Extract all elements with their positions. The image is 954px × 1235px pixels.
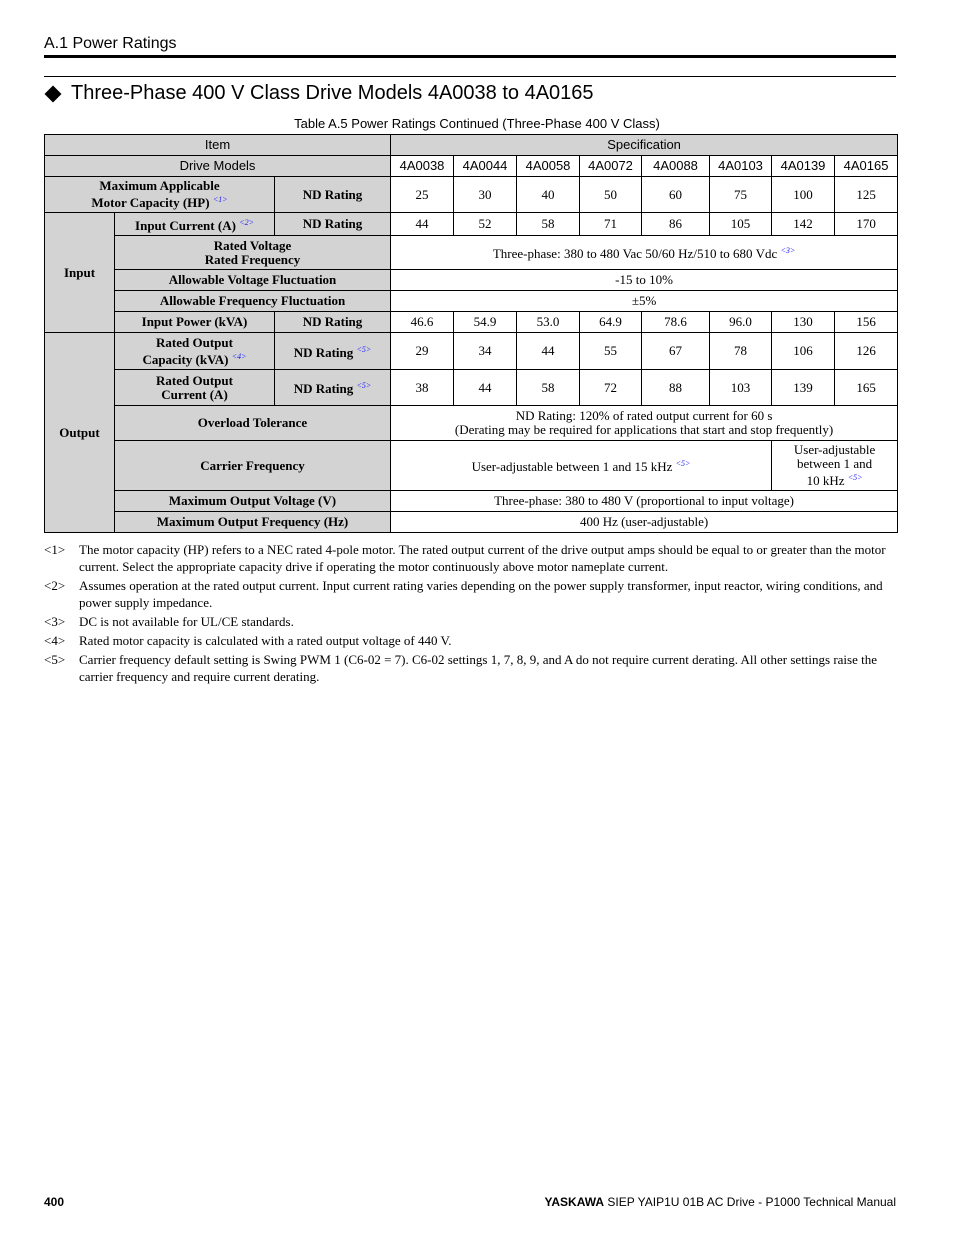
footnote-text: The motor capacity (HP) refers to a NEC rated 4-pole motor. The rated output current of the drive output amps should be equal to or greater than the motor current. Select the appropriate capacity drive if operating the motor continuously above motor nameplate current.: [79, 542, 886, 574]
value-cell: 44: [517, 333, 580, 370]
value-cell: 96.0: [710, 312, 772, 333]
value-cell: 53.0: [517, 312, 580, 333]
footnote-ref-5[interactable]: <5>: [356, 344, 372, 354]
max-output-voltage-value: Three-phase: 380 to 480 V (proportional to input voltage): [391, 491, 898, 512]
value-cell: 170: [835, 213, 898, 236]
footnote-ref-5[interactable]: <5>: [675, 459, 691, 468]
value-cell: 40: [517, 177, 580, 213]
table-row: [45, 270, 898, 291]
table-row: [45, 441, 898, 491]
model-cell: 4A0165: [835, 156, 898, 177]
table-row: [45, 370, 898, 406]
footer-manual-title: [544, 1195, 896, 1209]
frequency-fluctuation-value: ±5%: [391, 291, 898, 312]
footnote-tag: <4>: [44, 633, 66, 648]
value-cell: 52: [454, 213, 517, 236]
nd-rating-label: ND Rating: [275, 177, 391, 213]
max-output-frequency-value: 400 Hz (user-adjustable): [391, 512, 898, 533]
value-cell: 142: [772, 213, 835, 236]
value-cell: 100: [772, 177, 835, 213]
input-group-label: Input: [45, 213, 115, 333]
header-specification: Specification: [391, 135, 898, 156]
voltage-fluctuation-label: Allowable Voltage Fluctuation: [115, 270, 391, 291]
model-cell: 4A0139: [772, 156, 835, 177]
rated-output-current-label: Rated Output Current (A): [115, 370, 275, 406]
table-row: [45, 156, 898, 177]
value-cell: 71: [580, 213, 642, 236]
footnote-tag: <2>: [44, 578, 66, 593]
value-cell: 58: [517, 370, 580, 406]
diamond-bullet-icon: [45, 85, 62, 102]
model-cell: 4A0044: [454, 156, 517, 177]
max-output-voltage-label: Maximum Output Voltage (V): [115, 491, 391, 512]
page-number: 400: [44, 1195, 65, 1209]
nd-rating-label: ND Rating: [275, 312, 391, 333]
page-title-row: [44, 82, 594, 105]
value-cell: 58: [517, 213, 580, 236]
footnote-tag: <1>: [44, 542, 66, 557]
max-motor-capacity-label: Maximum Applicable Motor Capacity (HP) $^{<1>}$: [45, 177, 275, 213]
footnote-ref-2[interactable]: <2>: [239, 217, 254, 227]
table-row: [45, 406, 898, 441]
model-cell: 4A0088: [642, 156, 710, 177]
table-row: [45, 291, 898, 312]
output-group-label: Output: [45, 333, 115, 533]
section-heading: A.1 Power Ratings: [44, 35, 177, 52]
footnote-1: [44, 541, 896, 575]
max-output-frequency-label: Maximum Output Frequency (Hz): [115, 512, 391, 533]
value-cell: 25: [391, 177, 454, 213]
value-cell: 29: [391, 333, 454, 370]
carrier-frequency-value: User-adjustable between 1 and 15 kHz $^{<5>}$: [391, 441, 772, 491]
value-cell: 60: [642, 177, 710, 213]
footnote-2: [44, 577, 896, 611]
value-cell: 55: [580, 333, 642, 370]
table-row: [45, 135, 898, 156]
footnote-text: DC is not available for UL/CE standards.: [79, 614, 294, 629]
footnote-ref-3[interactable]: <3>: [780, 246, 796, 255]
value-cell: 30: [454, 177, 517, 213]
value-cell: 86: [642, 213, 710, 236]
carrier-frequency-value-last: User-adjustable between 1 and 10 kHz $^{<5>}$: [772, 441, 898, 491]
footnote-text: Rated motor capacity is calculated with a rated output voltage of 440 V.: [79, 633, 452, 648]
footnote-text: Carrier frequency default setting is Swing PWM 1 (C6-02 = 7). C6-02 settings 1, 7, 8, 9, and A do not require current derating. All other settings raise the carrier frequency and require current derating.: [79, 652, 878, 684]
drive-models-label: Drive Models: [45, 156, 391, 177]
value-cell: 88: [642, 370, 710, 406]
table-caption: Table A.5 Power Ratings Continued (Three-Phase 400 V Class): [294, 116, 660, 131]
nd-rating-label: ND Rating $^{<5>}$: [275, 370, 391, 406]
value-cell: 64.9: [580, 312, 642, 333]
model-cell: 4A0103: [710, 156, 772, 177]
value-cell: 75: [710, 177, 772, 213]
value-cell: 106: [772, 333, 835, 370]
value-cell: 44: [454, 370, 517, 406]
footnote-tag: <3>: [44, 614, 66, 629]
value-cell: 125: [835, 177, 898, 213]
value-cell: 54.9: [454, 312, 517, 333]
model-cell: 4A0038: [391, 156, 454, 177]
table-row: [45, 213, 898, 236]
page-title: Three-Phase 400 V Class Drive Models 4A0038 to 4A0165: [71, 82, 594, 104]
value-cell: 156: [835, 312, 898, 333]
footnote-ref-4[interactable]: <4>: [231, 351, 247, 361]
footnote-5: [44, 651, 896, 685]
table-row: [45, 312, 898, 333]
nd-rating-label: ND Rating: [275, 213, 391, 236]
value-cell: 78.6: [642, 312, 710, 333]
overload-tolerance-value: ND Rating: 120% of rated output current for 60 s (Derating may be required for applications that start and stop frequently): [391, 406, 898, 441]
model-cell: 4A0058: [517, 156, 580, 177]
input-power-label: Input Power (kVA): [115, 312, 275, 333]
value-cell: 67: [642, 333, 710, 370]
header-rule: [44, 55, 896, 58]
footnote-tag: <5>: [44, 652, 66, 667]
value-cell: 78: [710, 333, 772, 370]
title-rule: [44, 76, 896, 77]
footnote-3: [44, 613, 896, 630]
footnote-ref-1[interactable]: <1>: [212, 195, 228, 204]
value-cell: 34: [454, 333, 517, 370]
value-cell: 50: [580, 177, 642, 213]
nd-rating-label: ND Rating $^{<5>}$: [275, 333, 391, 370]
header-item: Item: [45, 135, 391, 156]
table-row: [45, 491, 898, 512]
footnotes: [44, 541, 896, 687]
value-cell: 103: [710, 370, 772, 406]
footnote-ref-5[interactable]: <5>: [847, 473, 863, 482]
voltage-fluctuation-value: -15 to 10%: [391, 270, 898, 291]
value-cell: 139: [772, 370, 835, 406]
model-cell: 4A0072: [580, 156, 642, 177]
value-cell: 165: [835, 370, 898, 406]
table-row: [45, 236, 898, 270]
overload-tolerance-label: Overload Tolerance: [115, 406, 391, 441]
table-row: [45, 333, 898, 370]
value-cell: 72: [580, 370, 642, 406]
rated-voltage-label: Rated Voltage Rated Frequency: [115, 236, 391, 270]
value-cell: 130: [772, 312, 835, 333]
table-row: [45, 512, 898, 533]
value-cell: 38: [391, 370, 454, 406]
frequency-fluctuation-label: Allowable Frequency Fluctuation: [115, 291, 391, 312]
footnote-ref-5[interactable]: <5>: [356, 381, 372, 390]
input-current-label: Input Current (A) $^{<2>}$: [115, 213, 275, 236]
rated-voltage-value: Three-phase: 380 to 480 Vac 50/60 Hz/510 to 680 Vdc $^{<3>}$: [391, 236, 898, 270]
footer-brand: YASKAWA: [544, 1195, 605, 1209]
footer-manual: SIEP YAIP1U 01B AC Drive - P1000 Technical Manual: [604, 1195, 896, 1209]
table-row: [45, 177, 898, 213]
carrier-frequency-label: Carrier Frequency: [115, 441, 391, 491]
rated-output-capacity-label: Rated Output Capacity (kVA) $^{<4>}$: [115, 333, 275, 370]
value-cell: 126: [835, 333, 898, 370]
footnote-4: [44, 632, 896, 649]
footnote-text: Assumes operation at the rated output current. Input current rating varies depending on the power supply transformer, input reactor, wiring conditions, and power supply impedance.: [79, 578, 883, 610]
value-cell: 105: [710, 213, 772, 236]
power-ratings-table: [44, 134, 898, 533]
value-cell: 46.6: [391, 312, 454, 333]
value-cell: 44: [391, 213, 454, 236]
